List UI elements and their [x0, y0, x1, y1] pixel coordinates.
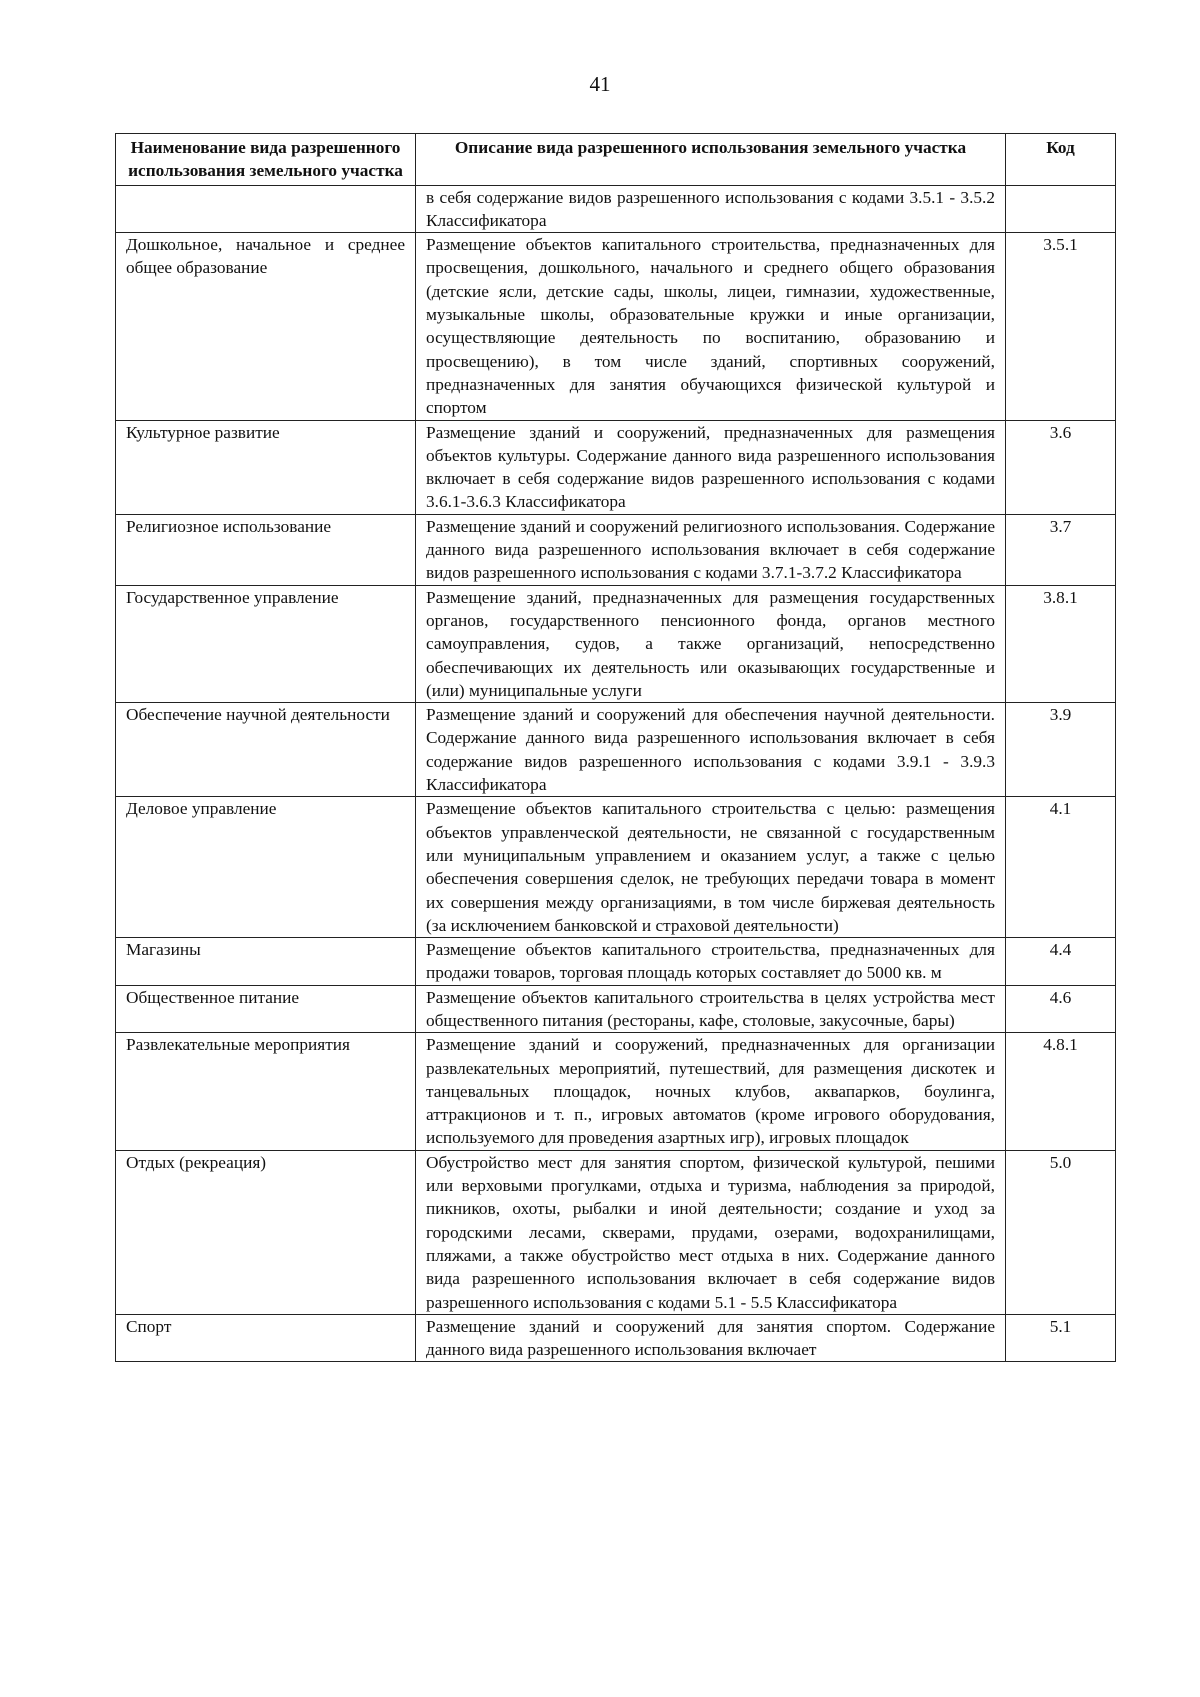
row-code: 5.0 — [1006, 1150, 1116, 1314]
row-code: 4.8.1 — [1006, 1033, 1116, 1150]
header-name: Наименование вида разрешенного использования земельного участка — [116, 134, 416, 186]
row-code: 3.6 — [1006, 420, 1116, 514]
header-code: Код — [1006, 134, 1116, 186]
row-code: 3.5.1 — [1006, 233, 1116, 420]
page-number: 41 — [589, 72, 611, 96]
table-row — [116, 1150, 1116, 1314]
row-name: Деловое управление — [116, 797, 416, 938]
table-row — [116, 185, 1116, 233]
table-row — [116, 585, 1116, 702]
row-code: 4.1 — [1006, 797, 1116, 938]
table-row — [116, 797, 1116, 938]
row-description: в себя содержание видов разрешенного использования с кодами 3.5.1 - 3.5.2 Классификатора — [416, 185, 1006, 233]
row-description: Обустройство мест для занятия спортом, физической культурой, пешими или верховыми прогулками, отдыха и туризма, наблюдения за природой, пикников, охоты, рыбалки и иной деятельности; создание и уход за городскими лесами, скверами, прудами, озерами, водохранилищами, пляжами, а также обустройство мест отдыха в них. Содержание данного вида разрешенного использования включает в себя содержание видов разрешенного использования с кодами 5.1 - 5.5 Классификатора — [416, 1150, 1006, 1314]
row-code: 5.1 — [1006, 1314, 1116, 1362]
row-description: Размещение объектов капитального строительства в целях устройства мест общественного питания (рестораны, кафе, столовые, закусочные, бары) — [416, 985, 1006, 1033]
row-description: Размещение зданий и сооружений религиозного использования. Содержание данного вида разрешенного использования включает в себя содержание видов разрешенного использования с кодами 3.7.1-3.7.2 Классификатора — [416, 514, 1006, 585]
row-description: Размещение зданий и сооружений для занятия спортом. Содержание данного вида разрешенного использования включает — [416, 1314, 1006, 1362]
table-row — [116, 420, 1116, 514]
row-code: 3.8.1 — [1006, 585, 1116, 702]
row-name: Развлекательные мероприятия — [116, 1033, 416, 1150]
row-description: Размещение объектов капитального строительства, предназначенных для просвещения, дошкольного, начального и среднего общего образования (детские ясли, детские сады, школы, лицеи, гимназии, художественные, музыкальные школы, образовательные кружки и иные организации, осуществляющие деятельность по воспитанию, образованию и просвещению), в том числе зданий, спортивных сооружений, предназначенных для занятия обучающихся физической культурой и спортом — [416, 233, 1006, 420]
row-description: Размещение зданий, предназначенных для размещения государственных органов, государственного пенсионного фонда, органов местного самоуправления, судов, а также организаций, непосредственно обеспечивающих их деятельность или оказывающих государственные и (или) муниципальные услуги — [416, 585, 1006, 702]
row-name: Общественное питание — [116, 985, 416, 1033]
row-code: 3.7 — [1006, 514, 1116, 585]
row-name: Отдых (рекреация) — [116, 1150, 416, 1314]
table-row — [116, 514, 1116, 585]
row-description: Размещение зданий и сооружений для обеспечения научной деятельности. Содержание данного вида разрешенного использования включает в себя содержание видов разрешенного использования с кодами 3.9.1 - 3.9.3 Классификатора — [416, 703, 1006, 797]
row-name: Обеспечение научной деятельности — [116, 703, 416, 797]
row-code: 4.4 — [1006, 938, 1116, 986]
land-use-table — [115, 133, 1116, 1362]
row-name: Государственное управление — [116, 585, 416, 702]
row-name: Дошкольное, начальное и среднее общее образование — [116, 233, 416, 420]
row-name: Магазины — [116, 938, 416, 986]
row-name: Спорт — [116, 1314, 416, 1362]
table-row — [116, 938, 1116, 986]
table-row — [116, 703, 1116, 797]
table-header-row — [116, 134, 1116, 186]
row-description: Размещение объектов капитального строительства с целью: размещения объектов управленческой деятельности, не связанной с государственным или муниципальным управлением и оказанием услуг, а также с целью обеспечения совершения сделок, не требующих передачи товара в момент их совершения между организациями, в том числе биржевая деятельность (за исключением банковской и страховой деятельности) — [416, 797, 1006, 938]
table-row — [116, 1314, 1116, 1362]
row-name — [116, 185, 416, 233]
header-description: Описание вида разрешенного использования земельного участка — [416, 134, 1006, 186]
row-name: Культурное развитие — [116, 420, 416, 514]
table-row — [116, 1033, 1116, 1150]
table-row — [116, 233, 1116, 420]
row-description: Размещение зданий и сооружений, предназначенных для организации развлекательных мероприятий, путешествий, для размещения дискотек и танцевальных площадок, ночных клубов, аквапарков, боулинга, аттракционов и т. п., игровых автоматов (кроме игрового оборудования, используемого для проведения азартных игр), игровых площадок — [416, 1033, 1006, 1150]
row-code: 3.9 — [1006, 703, 1116, 797]
row-code: 4.6 — [1006, 985, 1116, 1033]
row-description: Размещение зданий и сооружений, предназначенных для размещения объектов культуры. Содержание данного вида разрешенного использования включает в себя содержание видов разрешенного использования с кодами 3.6.1-3.6.3 Классификатора — [416, 420, 1006, 514]
row-description: Размещение объектов капитального строительства, предназначенных для продажи товаров, торговая площадь которых составляет до 5000 кв. м — [416, 938, 1006, 986]
table-row — [116, 985, 1116, 1033]
row-name: Религиозное использование — [116, 514, 416, 585]
row-code — [1006, 185, 1116, 233]
